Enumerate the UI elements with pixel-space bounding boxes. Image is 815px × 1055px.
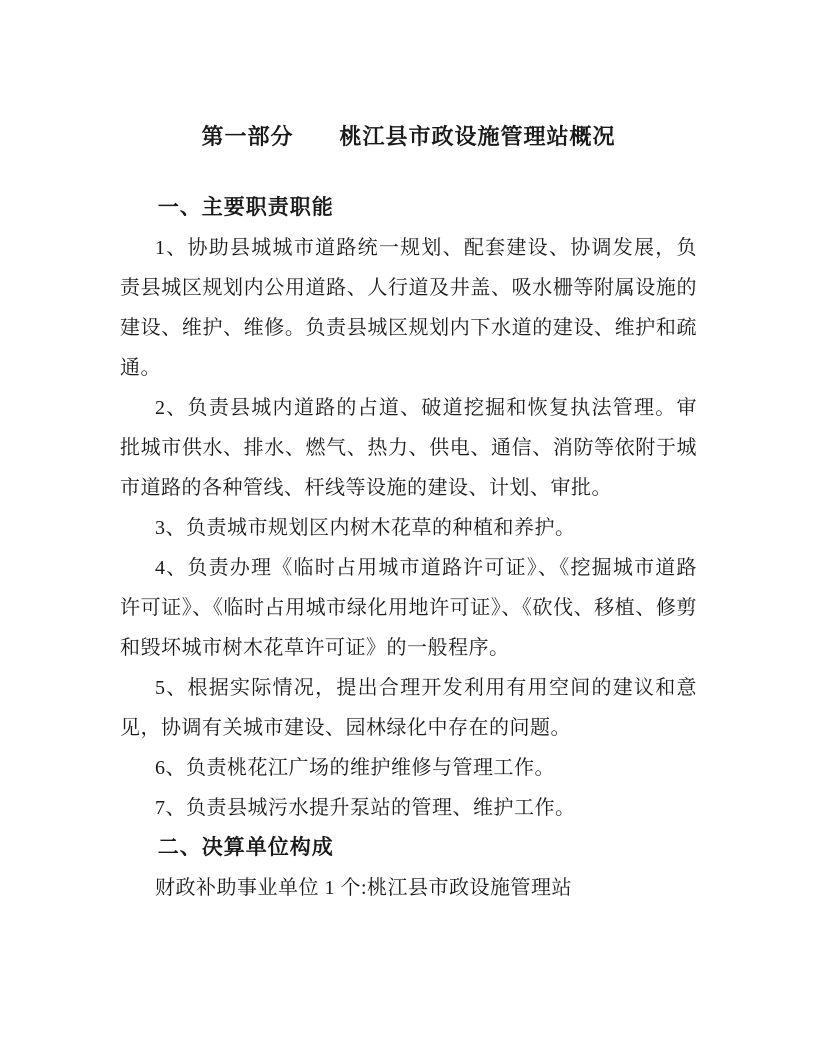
- paragraph-duty-2: 2、负责县城内道路的占道、破道挖掘和恢复执法管理。审批城市供水、排水、燃气、热力、供电、通信、消防等依附于城市道路的各种管线、杆线等设施的建设、计划、审批。: [120, 397, 697, 499]
- document-title: 第一部分 桃江县市政设施管理站概况: [201, 124, 616, 149]
- paragraph-duty-3: 3、负责城市规划区内树木花草的种植和养护。: [155, 517, 576, 539]
- paragraph-duty-5: 5、根据实际情况，提出合理开发利用有用空间的建议和意见，协调有关城市建设、园林绿化中存在的问题。: [120, 677, 697, 739]
- section-heading-unit-composition: 二、决算单位构成: [157, 836, 334, 859]
- paragraph-duty-4: 4、负责办理《临时占用城市道路许可证》、《挖掘城市道路许可证》、《临时占用城市绿化用地许可证》、《砍伐、移植、修剪和毁坏城市树木花草许可证》的一般程序。: [120, 557, 697, 659]
- paragraph-duty-1: 1、协助县城城市道路统一规划、配套建设、协调发展，负责县城区规划内公用道路、人行道及井盖、吸水栅等附属设施的建设、维护、维修。负责县城区规划内下水道的建设、维护和疏通。: [120, 237, 697, 379]
- section-heading-main-duties: 一、主要职责职能: [157, 196, 334, 219]
- paragraph-unit-composition: 财政补助事业单位 1 个:桃江县市政设施管理站: [155, 877, 573, 899]
- paragraph-duty-6: 6、负责桃花江广场的维护维修与管理工作。: [155, 757, 555, 779]
- paragraph-duty-7: 7、负责县城污水提升泵站的管理、维护工作。: [155, 797, 576, 819]
